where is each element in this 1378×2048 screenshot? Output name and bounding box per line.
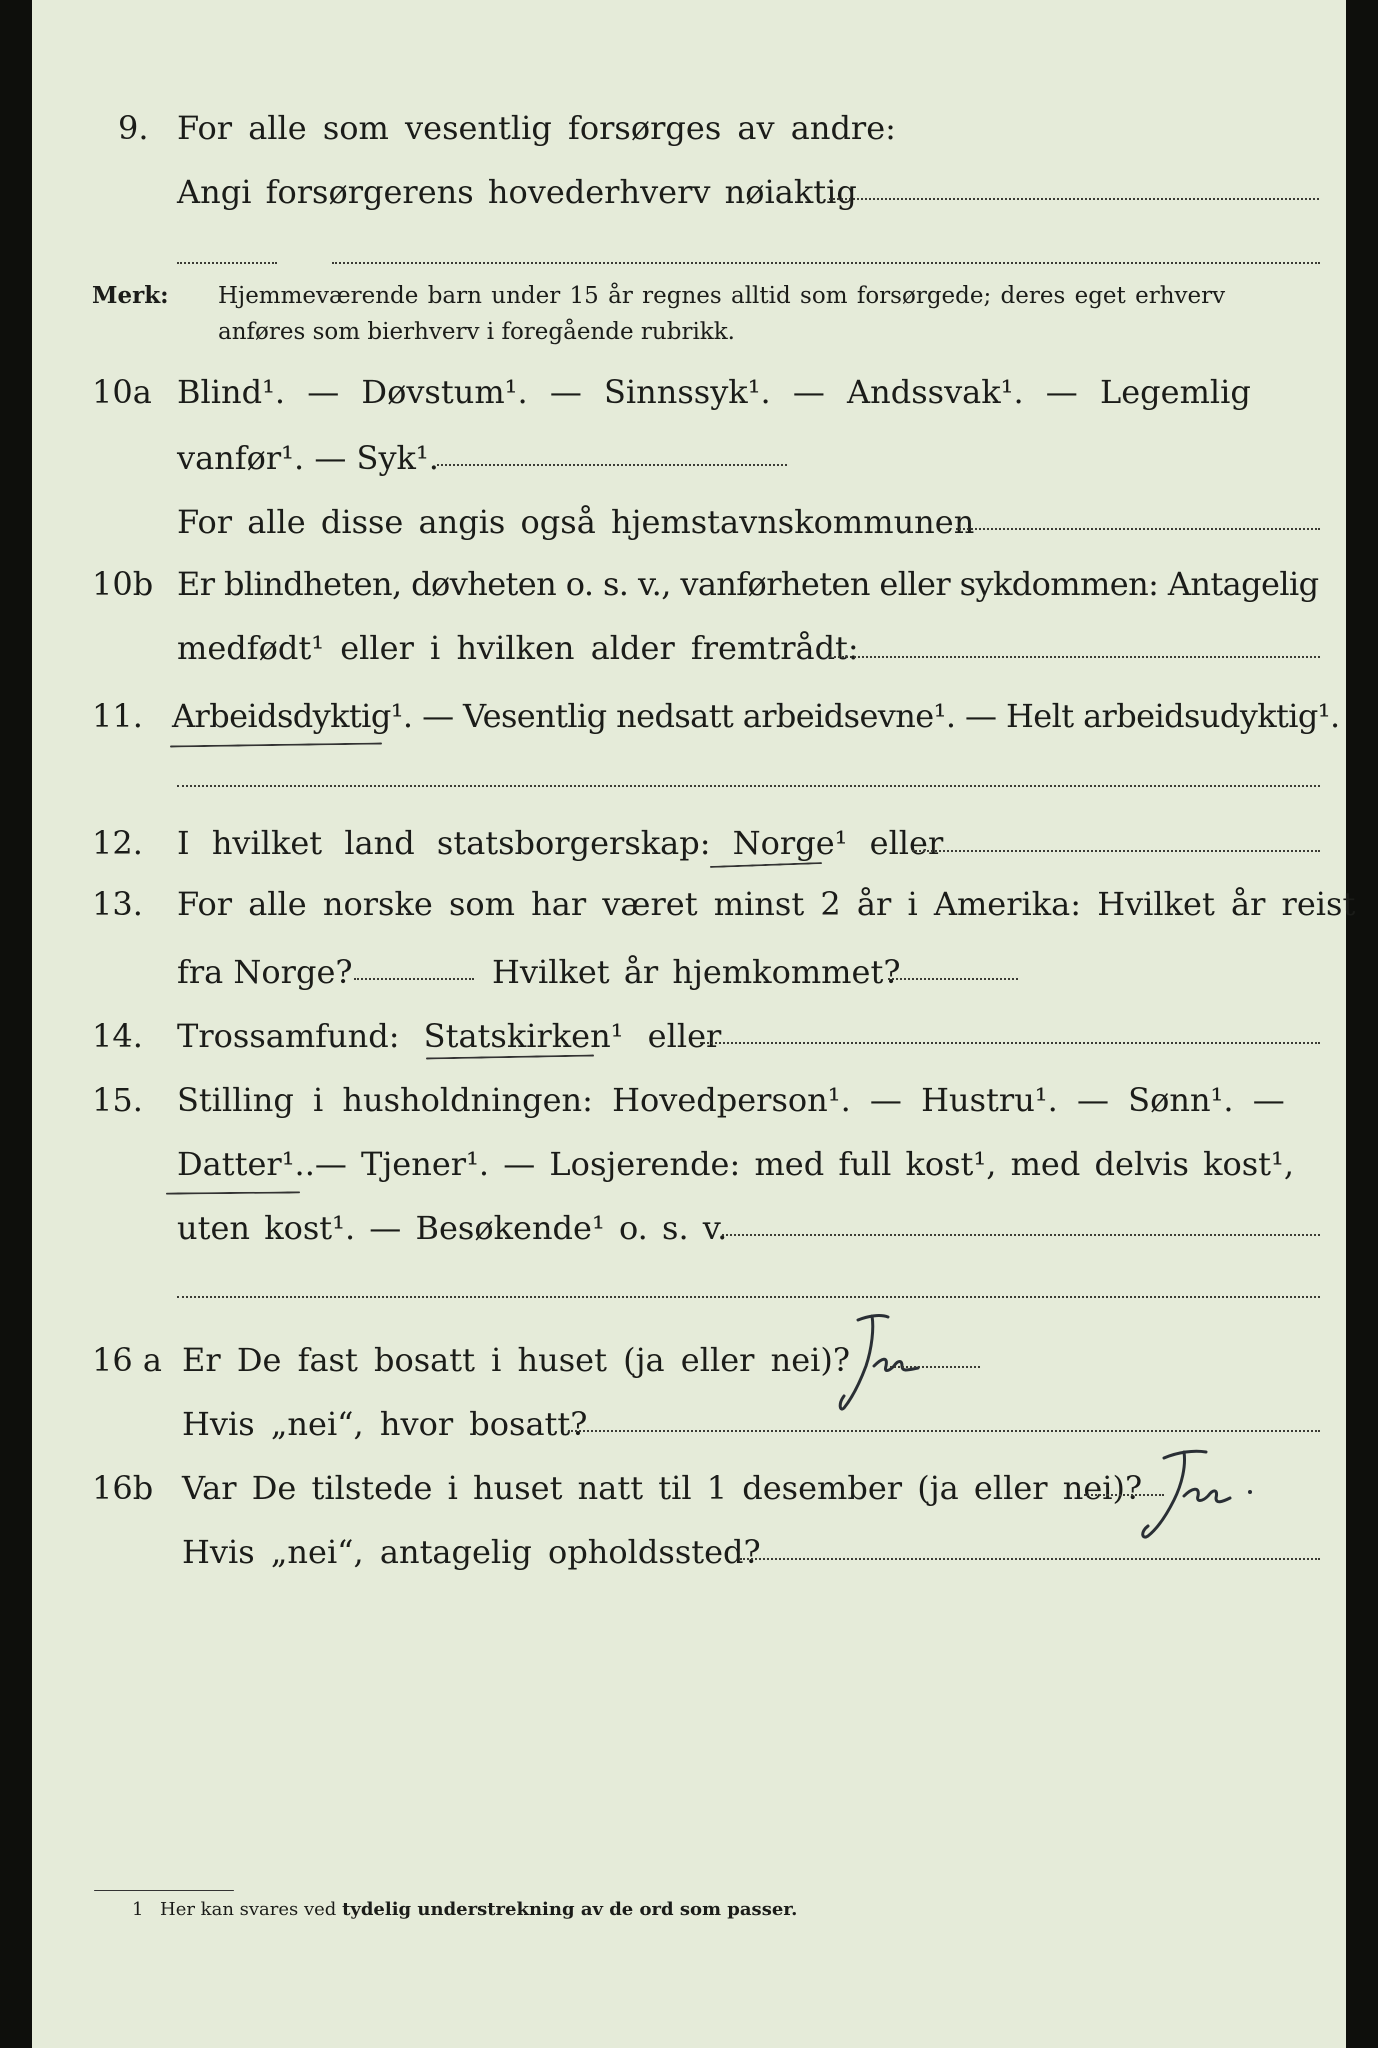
q16b-opholdssted-field[interactable] <box>740 1558 1320 1560</box>
q9-text-line2: Angi forsørgerens hovederhverv nøiaktig <box>177 173 857 211</box>
q14-number: 14. <box>92 1017 143 1055</box>
q14-text-line1: Trossamfund: Statskirken¹ eller <box>177 1017 722 1055</box>
q16b-text-line2: Hvis „nei“, antagelig opholdssted? <box>182 1533 761 1571</box>
q16a-answer-field[interactable] <box>890 1366 980 1368</box>
q10a-syk-field[interactable] <box>437 464 787 466</box>
q15-text-line1: Stilling i husholdningen: Hovedperson¹. — Hustru¹. — Sønn¹. — <box>177 1081 1285 1119</box>
q13-reist-field[interactable] <box>354 978 474 980</box>
merk-text-line1: Hjemmeværende barn under 15 år regnes alltid som forsørgede; deres eget erhverv <box>218 283 1226 309</box>
q16a-number: 16 a <box>92 1341 162 1379</box>
q15-answer-underline <box>166 1191 300 1194</box>
q12-text-line1: I hvilket land statsborgerskap: Norge¹ eller <box>177 824 944 862</box>
q11-extra-field[interactable] <box>177 785 1320 787</box>
footnote-mark: 1 <box>132 1899 144 1920</box>
q10b-alder-field[interactable] <box>829 656 1320 658</box>
q10a-text-line1: Blind¹. — Døvstum¹. — Sinnssyk¹. — Andssvak¹. — Legemlig <box>177 373 1251 411</box>
q9-answer-field-2a[interactable] <box>177 262 277 264</box>
q13-hjemkommet-field[interactable] <box>888 978 1018 980</box>
q9-text-line1: For alle som vesentlig forsørges av andre: <box>177 109 896 147</box>
q10b-text-line2: medfødt¹ eller i hvilken alder fremtrådt: <box>177 629 859 667</box>
q16a-bosatt-field[interactable] <box>568 1430 1320 1432</box>
footnote-text-plain: Her kan svares ved <box>160 1899 337 1920</box>
q16a-handwritten-answer <box>822 1308 942 1418</box>
q11-number: 11. <box>92 697 143 735</box>
q16b-text-line1: Var De tilstede i huset natt til 1 desember (ja eller nei)? <box>182 1469 1143 1507</box>
q11-answer-underline <box>170 743 382 748</box>
q16b-number: 16b <box>92 1469 154 1507</box>
q15-text-line3: uten kost¹. — Besøkende¹ o. s. v. <box>177 1209 728 1247</box>
q16b-handwritten-answer <box>1122 1440 1262 1550</box>
q12-number: 12. <box>92 824 143 862</box>
q10b-text-line1: Er blindheten, døvheten o. s. v., vanførheten eller sykdommen: Antagelig <box>177 565 1319 603</box>
q15-number: 15. <box>92 1081 143 1119</box>
q9-number: 9. <box>118 109 149 147</box>
q16a-text-line1: Er De fast bosatt i huset (ja eller nei)? <box>182 1341 851 1379</box>
census-form-page <box>32 0 1356 2048</box>
q13-text-line2b: Hvilket år hjemkommet? <box>492 953 901 991</box>
q12-land-field[interactable] <box>912 850 1320 852</box>
q10b-number: 10b <box>92 565 154 603</box>
q13-text-line1: For alle norske som har været minst 2 år i Amerika: Hvilket år reist <box>177 885 1356 923</box>
merk-text-line2: anføres som bierhverv i foregående rubrikk. <box>218 319 735 345</box>
q15-extra-field[interactable] <box>177 1296 1320 1298</box>
q10a-text-line3: For alle disse angis også hjemstavnskommunen <box>177 503 975 541</box>
q11-text-line1: Arbeidsdyktig¹. — Vesentlig nedsatt arbeidsevne¹. — Helt arbeidsudyktig¹. <box>172 697 1340 735</box>
q15-stilling-field[interactable] <box>722 1234 1320 1236</box>
merk-label: Merk: <box>92 282 169 309</box>
footnote-rule <box>94 1890 234 1891</box>
q15-text-line2: Datter¹..— Tjener¹. — Losjerende: med full kost¹, med delvis kost¹, <box>177 1145 1295 1183</box>
q10a-text-line2: vanfør¹. — Syk¹. <box>177 439 439 477</box>
q10a-number: 10a <box>92 373 152 411</box>
footnote-text-bold: tydelig understrekning av de ord som passer. <box>342 1899 798 1920</box>
q10a-hjemstavn-field[interactable] <box>956 528 1320 530</box>
q16a-text-line2: Hvis „nei“, hvor bosatt? <box>182 1405 588 1443</box>
q13-number: 13. <box>92 885 143 923</box>
footnote-text <box>160 1898 797 1922</box>
q14-trossamfund-field[interactable] <box>700 1042 1320 1044</box>
q9-answer-field-2b[interactable] <box>332 262 1320 264</box>
q9-answer-field[interactable] <box>829 198 1319 200</box>
q13-text-line2a: fra Norge? <box>177 953 353 991</box>
